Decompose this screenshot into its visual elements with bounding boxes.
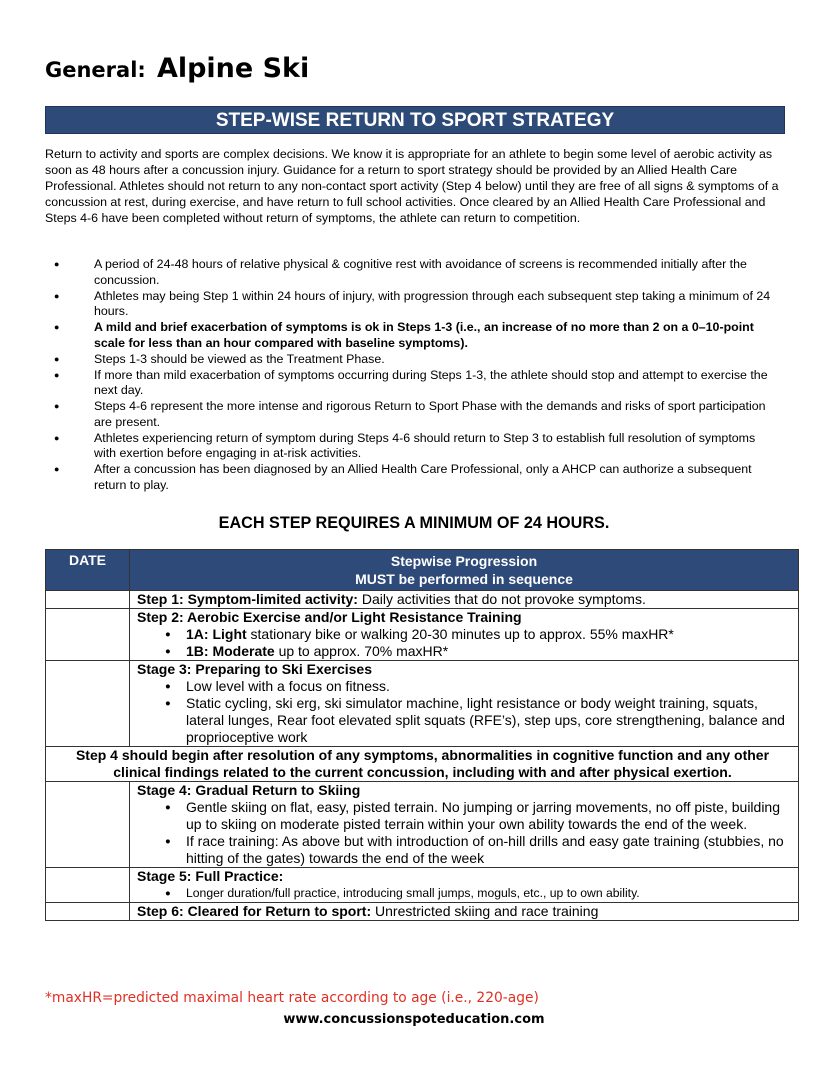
table-header-row (46, 550, 799, 591)
stage-5-list (137, 885, 792, 902)
guideline-item: ● A period of 24-48 hours of relative physical & cognitive rest with avoidance of screens is recommended initially after the concussion. (45, 257, 780, 288)
progression-header-line-1: Stepwise Progression (390, 553, 538, 569)
date-cell[interactable] (46, 903, 130, 921)
date-cell[interactable] (46, 868, 130, 903)
list-item (137, 626, 792, 643)
step-1-text: Daily activities that do not provoke symptoms. (357, 591, 646, 607)
title-prefix: General: (45, 58, 146, 82)
list-item: ● Static cycling, ski erg, ski simulator machine, light resistance or body weight training, squats, lateral lunges, Rear foot elevated split squats (RFE’s), step ups, core strengthening, balance and proprioceptive work (137, 695, 792, 746)
guideline-item: ● A mild and brief exacerbation of symptoms is ok in Steps 1-3 (i.e., an increase of no more than 2 on a 0–10-point scale for less than an hour compared with baseline symptoms). (45, 320, 780, 351)
guideline-item: ● Steps 4-6 represent the more intense and rigorous Return to Sport Phase with the demands and risks of sport participation are present. (45, 399, 780, 430)
step-4-note: Step 4 should begin after resolution of any symptoms, abnormalities in cognitive function and any other clinical findings related to the current concussion, including with and after physical exertion. (46, 747, 799, 782)
list-item: ● Gentle skiing on flat, easy, pisted terrain. No jumping or jarring movements, no off piste, building up to skiing on moderate pisted terrain within your own ability towards the end of the week. (137, 799, 792, 833)
guideline-item: ● After a concussion has been diagnosed by an Allied Health Care Professional, only a AHCP can authorize a subsequent return to play. (45, 462, 780, 493)
date-cell[interactable] (46, 609, 130, 661)
table-row (46, 661, 799, 747)
item-text: stationary bike or walking 20-30 minutes up to approx. 55% maxHR* (246, 626, 674, 642)
step-cell (130, 868, 799, 903)
guideline-item: ● Athletes experiencing return of symptom during Steps 4-6 should return to Step 3 to establish full resolution of symptoms with exertion before engaging in at-risk activities. (45, 431, 780, 462)
step-cell (130, 903, 799, 921)
item-label: 1B: Moderate (186, 643, 275, 659)
table-row (46, 747, 799, 782)
step-cell (130, 591, 799, 609)
table-row (46, 868, 799, 903)
stage-4-list (137, 799, 792, 867)
table-row (46, 903, 799, 921)
step-cell (130, 661, 799, 747)
guideline-item: ● Steps 1-3 should be viewed as the Treatment Phase. (45, 352, 780, 368)
page-title (45, 50, 309, 82)
step-6-text: Unrestricted skiing and race training (371, 903, 599, 919)
date-cell[interactable] (46, 661, 130, 747)
intro-paragraph: Return to activity and sports are complex decisions. We know it is appropriate for an athlete to begin some level of aerobic activity as soon as 48 hours after a concussion injury. Guidance for a return to sport strategy should be provided by an Allied Health Care Professional. Athletes should not return to any non-contact sport activity (Step 4 below) until they are free of all signs & symptoms of a concussion at rest, during exercise, and have return to full school activities. Once cleared by an Allied Health Care Professional and Steps 4-6 have been completed without return of symptoms, the athlete can return to competition. (45, 147, 779, 225)
stage-3-title: Stage 3: Preparing to Ski Exercises (137, 661, 372, 677)
item-label: 1A: Light (186, 626, 247, 642)
list-item: ● Longer duration/full practice, introducing small jumps, moguls, etc., up to own ability. (137, 885, 792, 902)
step-2-list (137, 626, 792, 660)
step-cell (130, 609, 799, 661)
website-url: www.concussionspoteducation.com (283, 1012, 545, 1027)
date-column-header: DATE (46, 550, 130, 591)
step-1-title: Step 1: Symptom-limited activity: (137, 591, 358, 607)
list-item: ● Low level with a focus on fitness. (137, 678, 792, 695)
date-cell[interactable] (46, 782, 130, 868)
table-row (46, 609, 799, 661)
minimum-hours-heading: EACH STEP REQUIRES A MINIMUM OF 24 HOURS. (218, 514, 610, 532)
guideline-list (45, 257, 780, 494)
stage-5-title: Stage 5: Full Practice: (137, 868, 284, 884)
section-banner: STEP-WISE RETURN TO SPORT STRATEGY (45, 106, 785, 134)
table-row (46, 782, 799, 868)
date-cell[interactable] (46, 591, 130, 609)
progression-table (45, 549, 799, 921)
title-main: Alpine Ski (156, 53, 310, 84)
guideline-item: ● If more than mild exacerbation of symptoms occurring during Steps 1-3, the athlete should stop and attempt to exercise the next day. (45, 368, 780, 399)
footnote: *maxHR=predicted maximal heart rate according to age (i.e., 220-age) (45, 990, 539, 1006)
table-row (46, 591, 799, 609)
stage-4-title: Stage 4: Gradual Return to Skiing (137, 782, 361, 798)
step-2-title: Step 2: Aerobic Exercise and/or Light Resistance Training (137, 609, 522, 625)
list-item: ● If race training: As above but with introduction of on-hill drills and easy gate training (stubbies, no hitting of the gates) towards the end of the week (137, 833, 792, 867)
item-text: up to approx. 70% maxHR* (274, 643, 449, 659)
step-cell (130, 782, 799, 868)
step-6-title: Step 6: Cleared for Return to sport: (137, 903, 372, 919)
list-item (137, 643, 792, 660)
guideline-item: ● Athletes may being Step 1 within 24 hours of injury, with progression through each subsequent step taking a minimum of 24 hours. (45, 289, 780, 320)
progression-header-line-2: MUST be performed in sequence (355, 571, 573, 587)
stage-3-list (137, 678, 792, 746)
progression-column-header (130, 550, 799, 591)
